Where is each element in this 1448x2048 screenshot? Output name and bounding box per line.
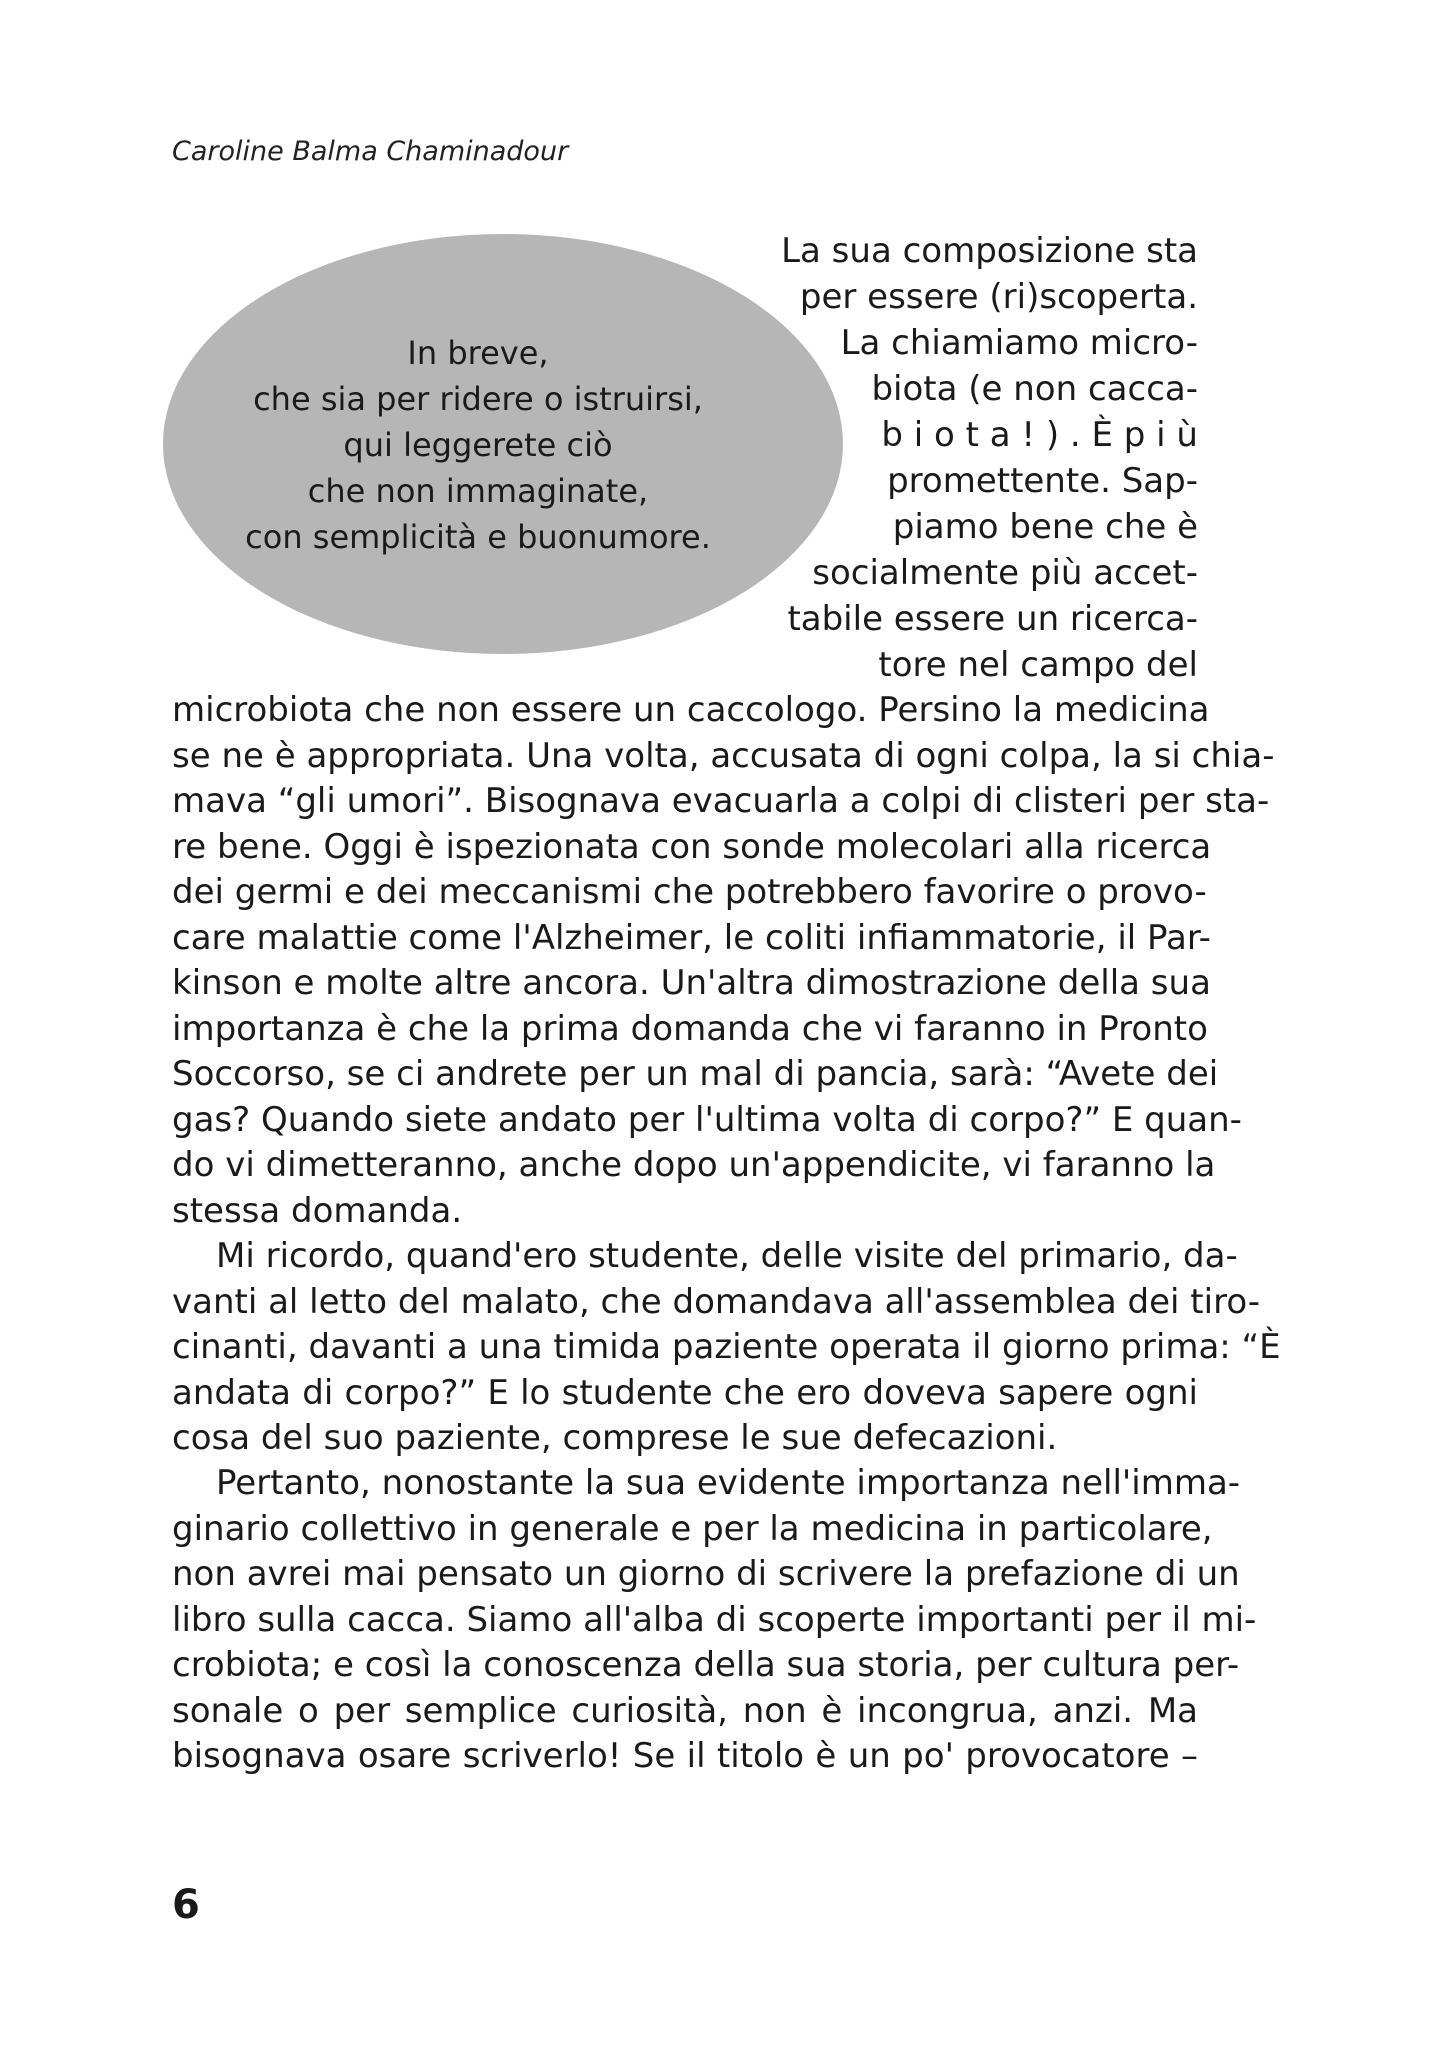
- page-number: 6: [172, 1882, 200, 1928]
- wrapped-line: per essere (ri)scoperta.: [799, 277, 1198, 317]
- running-head-author: Caroline Balma Chaminadour: [172, 136, 569, 167]
- text-line: microbiota che non essere un caccologo. Persino la medicina: [172, 690, 1210, 730]
- text-line: crobiota; e così la conoscenza della sua storia, per cultura per-: [172, 1645, 1240, 1685]
- text-line: cinanti, davanti a una timida paziente operata il giorno prima: “È: [172, 1327, 1281, 1367]
- text-line: vanti al letto del malato, che domandava all'assemblea dei tiro-: [172, 1281, 1261, 1322]
- wrapped-line: tore nel campo del: [878, 645, 1198, 685]
- wrapped-line: La sua composizione sta: [781, 231, 1198, 271]
- wrapped-line: socialmente più accet-: [812, 553, 1198, 593]
- text-line: stessa domanda.: [172, 1190, 463, 1231]
- wrapped-line: biota (e non cacca-: [871, 369, 1198, 409]
- callout-text: [228, 330, 728, 560]
- callout-line: In breve,: [407, 334, 549, 372]
- wrapped-line: piamo bene che è: [892, 507, 1198, 547]
- callout-line: che non immaginate,: [307, 472, 649, 510]
- callout-line: qui leggerete ciò: [343, 426, 613, 464]
- paragraph-1: [172, 688, 1275, 1234]
- text-line: importanza è che la prima domanda che vi faranno in Pronto: [172, 1008, 1208, 1049]
- text-line: non avrei mai pensato un giorno di scrivere la prefazione di un: [172, 1554, 1240, 1594]
- text-line: bisognava osare scriverlo! Se il titolo è un po' provocatore –: [172, 1736, 1198, 1776]
- text-line: care malattie come l'Alzheimer, le coliti infiammatorie, il Par-: [172, 917, 1211, 958]
- text-line: Mi ricordo, quand'ero studente, delle visite del primario, da-: [216, 1236, 1238, 1276]
- text-line: libro sulla cacca. Siamo all'alba di scoperte importanti per il mi-: [172, 1599, 1257, 1640]
- callout-line: con semplicità e buonumore.: [245, 518, 711, 556]
- text-line: cosa del suo paziente, comprese le sue defecazioni.: [172, 1418, 1058, 1458]
- paragraph-2: [172, 1234, 1281, 1462]
- text-line: kinson e molte altre ancora. Un'altra dimostrazione della sua: [172, 963, 1211, 1003]
- text-line: do vi dimetteranno, anche dopo un'appendicite, vi faranno la: [172, 1145, 1216, 1185]
- text-line: dei germi e dei meccanismi che potrebbero favorire o provo-: [172, 872, 1207, 912]
- text-line: mava “gli umori”. Bisognava evacuarla a colpi di clisteri per sta-: [172, 781, 1270, 821]
- text-line: se ne è appropriata. Una volta, accusata di ogni colpa, la si chia-: [172, 735, 1275, 776]
- wrapped-line: La chiamiamo micro-: [840, 323, 1198, 363]
- wrapped-line: tabile essere un ricerca-: [787, 599, 1198, 639]
- text-line: re bene. Oggi è ispezionata con sonde molecolari alla ricerca: [172, 826, 1212, 867]
- text-line: andata di corpo?” E lo studente che ero doveva sapere ogni: [172, 1372, 1198, 1413]
- text-line: Pertanto, nonostante la sua evidente importanza nell'imma-: [216, 1463, 1241, 1503]
- paragraph-3: [172, 1461, 1257, 1780]
- text-line: gas? Quando siete andato per l'ultima volta di corpo?” E quan-: [172, 1099, 1242, 1140]
- text-line: sonale o per semplice curiosità, non è incongrua, anzi. Ma: [172, 1690, 1198, 1731]
- text-line: ginario collettivo in generale e per la medicina in particolare,: [172, 1508, 1213, 1549]
- wrapped-line: promettente. Sap-: [887, 461, 1198, 501]
- text-line: Soccorso, se ci andrete per un mal di pancia, sarà: “Avete dei: [172, 1054, 1219, 1094]
- callout-line: che sia per ridere o istruirsi,: [253, 380, 703, 418]
- wrapped-line: b i o t a ! ) . È p i ù: [881, 415, 1198, 455]
